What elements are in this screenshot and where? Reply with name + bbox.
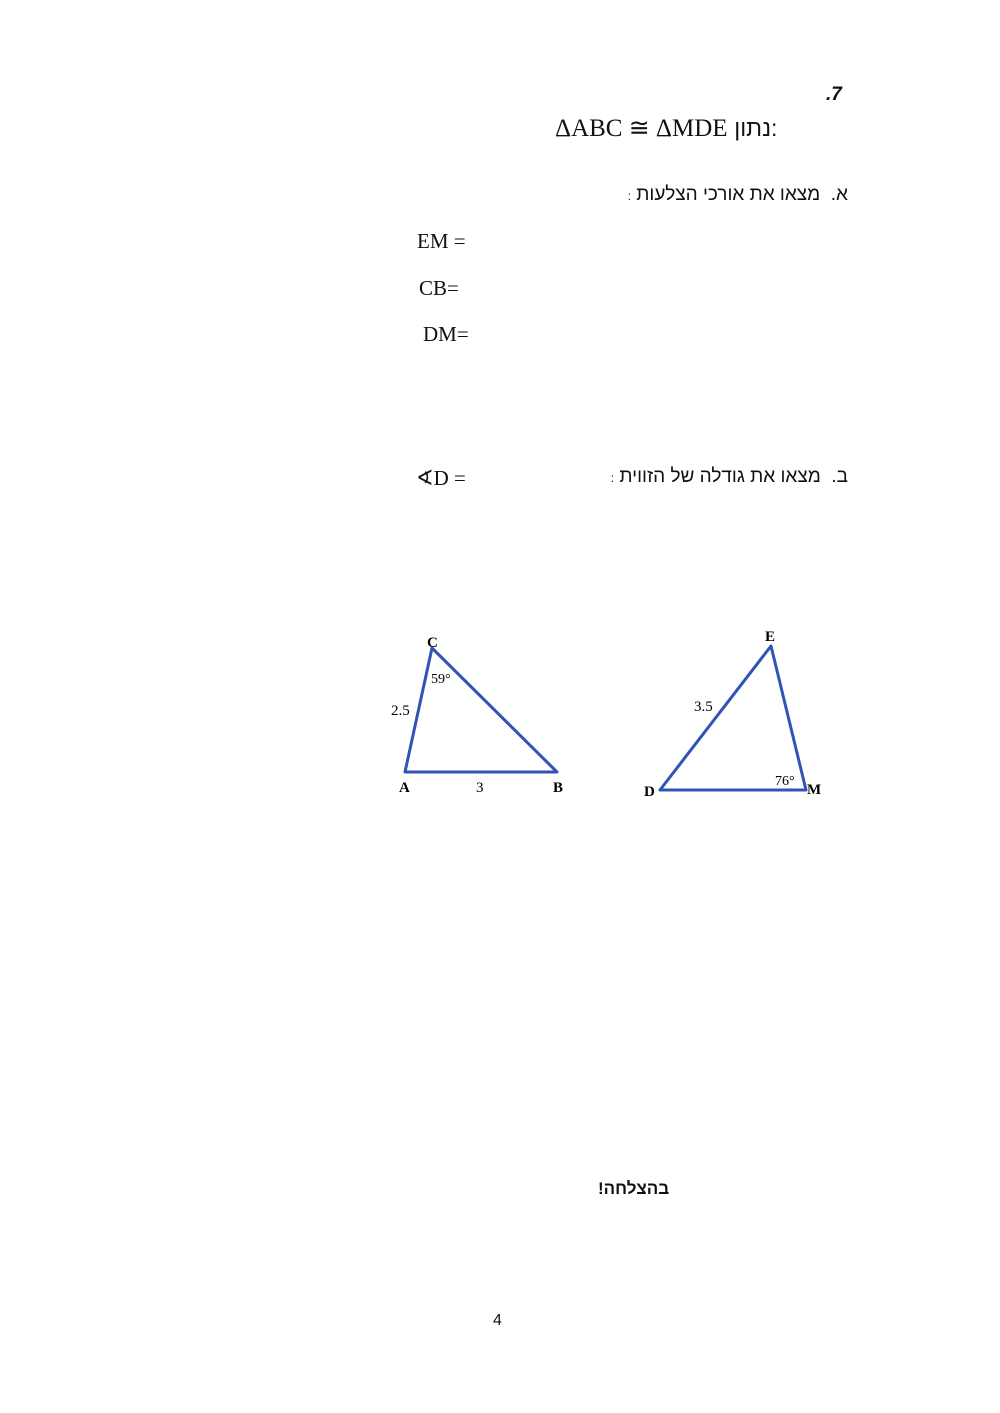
- vertex-c: C: [427, 635, 438, 651]
- angle-c-value: 59°: [431, 672, 451, 687]
- given-label: נתון:: [734, 115, 778, 141]
- angle-m-value: 76°: [775, 774, 795, 789]
- answer-dm: DM=: [423, 322, 469, 346]
- vertex-e: E: [765, 629, 776, 645]
- triangle-abc: [391, 635, 563, 796]
- given-line: [555, 113, 777, 143]
- side-ab-length: 3: [476, 780, 484, 796]
- good-luck-text: בהצלחה!: [598, 1179, 670, 1198]
- answer-cb: CB=: [419, 276, 459, 300]
- part-b-text: מצאו את גודלה של הזווית: [619, 466, 821, 487]
- side-ac-length: 2.5: [391, 703, 410, 719]
- given-statement: ΔABC ≅ ΔMDE: [555, 115, 728, 142]
- part-b-colon: :: [610, 471, 615, 485]
- vertex-a: A: [399, 780, 410, 796]
- part-b-label: ב.: [831, 466, 848, 487]
- page-number: 4: [493, 1312, 502, 1329]
- part-a-instruction: [628, 184, 848, 206]
- vertex-m: M: [807, 782, 822, 798]
- part-a-text: מצאו את אורכי הצלעות: [636, 184, 821, 205]
- part-a-colon: :: [627, 189, 631, 203]
- side-de-length: 3.5: [694, 699, 713, 715]
- part-a-label: א.: [830, 184, 848, 205]
- answer-em: EM =: [417, 229, 466, 253]
- angle-d-prompt: ∢D =: [416, 466, 466, 490]
- part-b-instruction: [611, 466, 848, 488]
- triangle-abc-outline: [405, 648, 557, 772]
- triangles-diagram: [380, 620, 840, 810]
- vertex-b: B: [553, 780, 564, 796]
- vertex-d: D: [644, 784, 655, 800]
- triangle-mde-outline: [660, 646, 806, 790]
- triangle-mde: [644, 629, 821, 800]
- question-number: .7: [826, 84, 842, 105]
